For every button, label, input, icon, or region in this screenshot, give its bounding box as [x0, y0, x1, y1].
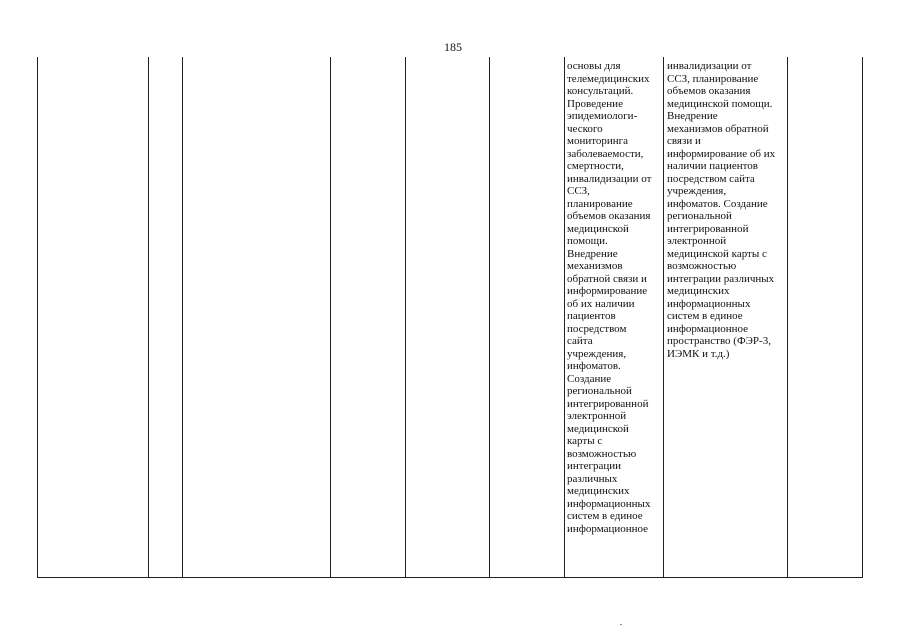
column-divider	[405, 57, 406, 578]
column-divider	[663, 57, 664, 578]
table-cell-col8: инвалидизации от ССЗ, планирование объемов оказания медицинской помощи. Внедрение механизмов обратной связи и информирование об их наличии пациентов посредством сайта учреждения, инфоматов. Создание региональной интегрированной электронной медицинской карты с возможностью интеграции различных медицинских информационных систем в единое информационное пространство (ФЭР-3, ИЭМК и т.д.)	[667, 60, 776, 360]
column-divider	[148, 57, 149, 578]
page-number: 185	[444, 40, 462, 54]
column-divider	[787, 57, 788, 578]
column-divider	[564, 57, 565, 578]
scan-artifact	[620, 624, 622, 625]
column-divider	[330, 57, 331, 578]
column-divider	[489, 57, 490, 578]
table-cell-col7: основы для телемедицинских консультаций. Проведение эпидемиологи- ческого мониторинга заболеваемости, смертности, инвалидизации от ССЗ, планирование объемов оказания медицинской помощи. Внедрение механизмов обратной связи и информирование об их наличии пациентов посредством сайта учреждения, инфоматов. Создание региональной интегрированной электронной медицинской карты с возможностью интеграции различных медицинских информационных систем в единое информационное	[567, 60, 652, 535]
column-divider	[182, 57, 183, 578]
